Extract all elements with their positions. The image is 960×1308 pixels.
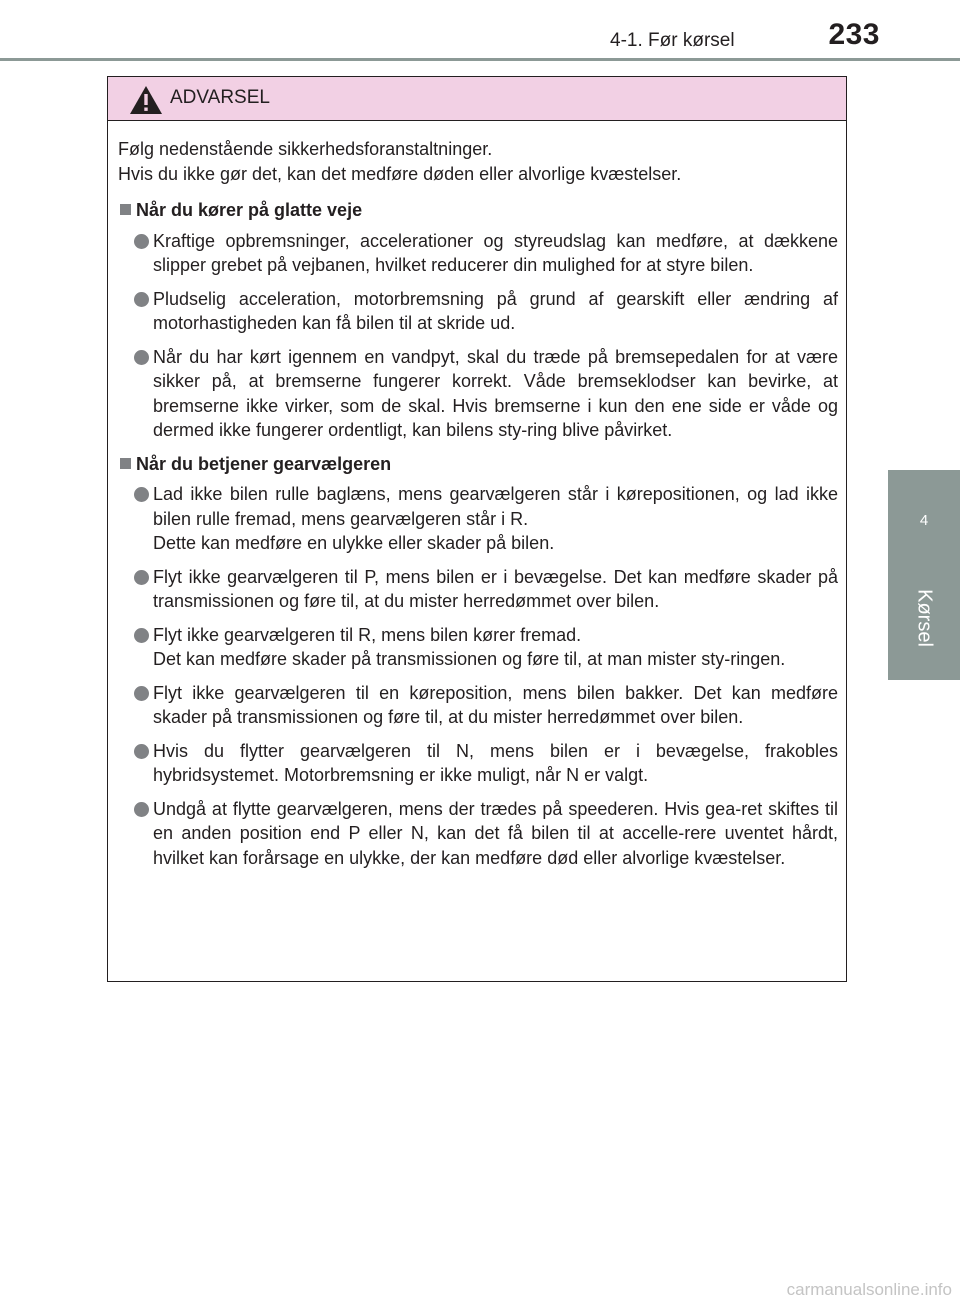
page-number: 233 (828, 18, 880, 51)
chapter-side-tab (888, 470, 960, 680)
circle-bullet-icon (134, 628, 149, 643)
header-rule (0, 58, 960, 61)
section-heading (118, 452, 838, 477)
bullet-text: Når du har kørt igennem en vandpyt, skal du træde på bremsepedalen for at være sikker på, at bremserne fungerer korrekt. Våde bremseklodser kan bevirke, at bremserne ikke virker, som de skal. Hvis bremserne i kun den ene side er våde og dermed ikke fungerer ordentligt, kan bilens sty-ring blive påvirket. (153, 346, 838, 440)
bullet-text: Flyt ikke gearvælgeren til P, mens bilen er i bevægelse. Det kan medføre skader på transmissionen og føre til, at du mister herredømmet over bilen. (153, 566, 838, 611)
bullet-text: Dette kan medføre en ulykke eller skader på bilen. (153, 533, 555, 553)
square-bullet-icon (120, 204, 131, 215)
intro-line: Hvis du ikke gør det, kan det medføre døden eller alvorlige kvæstelser. (118, 163, 682, 184)
square-bullet-icon (120, 458, 131, 469)
chapter-label: Kørsel (913, 589, 936, 647)
circle-bullet-icon (134, 802, 149, 817)
section-heading-text: Når du betjener gearvælgeren (136, 453, 392, 474)
watermark: carmanualsonline.info (786, 1280, 952, 1299)
bullet-item (118, 229, 838, 278)
circle-bullet-icon (134, 744, 149, 759)
bullet-text: Flyt ikke gearvælgeren til en køreposition, mens bilen bakker. Det kan medføre skader på transmissionen og føre til, at du mister herredømmet over bilen. (153, 682, 838, 727)
bullet-item (118, 345, 838, 443)
circle-bullet-icon (134, 292, 149, 307)
circle-bullet-icon (134, 686, 149, 701)
warning-title: ADVARSEL (170, 87, 270, 108)
warning-box (107, 76, 847, 982)
warning-header (108, 77, 846, 121)
bullet-text: Det kan medføre skader på transmissionen og føre til, at man mister sty-ringen. (153, 649, 786, 669)
bullet-item (118, 287, 838, 336)
bullet-item (118, 482, 838, 556)
bullet-item (118, 623, 838, 672)
bullet-text: Flyt ikke gearvælgeren til R, mens bilen kører fremad. (153, 624, 582, 645)
bullet-text: Undgå at flytte gearvælgeren, mens der trædes på speederen. Hvis gea-ret skiftes til en anden position end P eller N, kan det få bilen til at accelle-rere uventet hårdt, hvilket kan forårsage en ulykke, der kan medføre død eller alvorlige kvæstelser. (153, 798, 838, 868)
warning-triangle-icon (129, 85, 163, 115)
bullet-text: Pludselig acceleration, motorbremsning på grund af gearskift eller ændring af motorhastigheden kan få bilen til at skride ud. (153, 288, 838, 333)
warning-body (108, 121, 846, 870)
bullet-item (118, 565, 838, 614)
section-heading-text: Når du kører på glatte veje (136, 200, 363, 220)
bullet-item (118, 739, 838, 788)
section-title: 4-1. Før kørsel (610, 30, 735, 51)
bullet-item (118, 797, 838, 871)
bullet-item (118, 681, 838, 730)
circle-bullet-icon (134, 350, 149, 365)
bullet-text: Hvis du flytter gearvælgeren til N, mens bilen er i bevægelse, frakobles hybridsystemet. Motorbremsning er ikke muligt, når N er valgt. (153, 740, 838, 785)
circle-bullet-icon (134, 487, 149, 502)
bullet-text: Lad ikke bilen rulle baglæns, mens gearvælgeren står i kørepositionen, og lad ikke bilen rulle fremad, mens gearvælgeren står i R. (153, 484, 838, 529)
circle-bullet-icon (134, 570, 149, 585)
section-heading (118, 198, 838, 223)
chapter-number: 4 (919, 512, 929, 529)
intro-line: Følg nedenstående sikkerhedsforanstaltninger. (118, 139, 493, 159)
circle-bullet-icon (134, 234, 149, 249)
warning-intro (118, 137, 838, 186)
bullet-text: Kraftige opbremsninger, accelerationer og styreudslag kan medføre, at dækkene slipper grebet på vejbanen, hvilket reducerer din mulighed for at styre bilen. (153, 230, 838, 275)
